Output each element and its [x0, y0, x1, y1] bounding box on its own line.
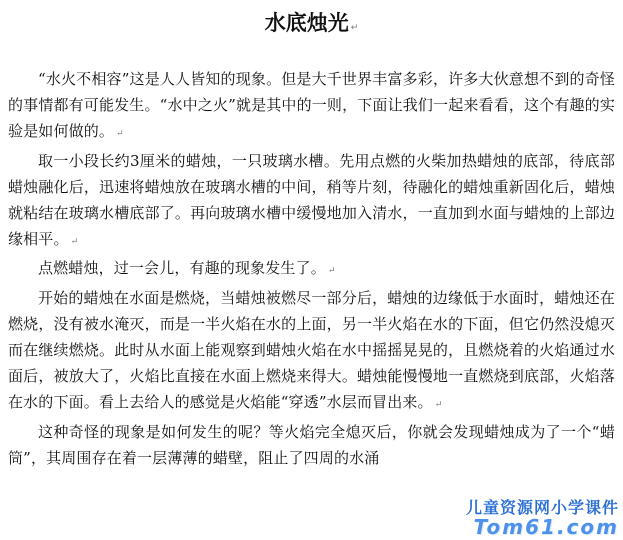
document-body — [8, 66, 615, 471]
site-watermark — [466, 500, 619, 538]
paragraph-mark-icon: ↵ — [350, 23, 359, 33]
paragraph-mark-icon: ↵ — [434, 400, 443, 411]
paragraph-mark-icon: ↵ — [327, 266, 336, 277]
paragraph-5: 这种奇怪的现象是如何发生的呢？等火焰完全熄灭后，你就会发现蜡烛成为了一个“蜡筒”，其周围存在着一层薄薄的蜡壁，阻止了四周的水涌 — [8, 422, 615, 467]
watermark-site-name: 儿童资源网小学课件 — [465, 498, 619, 518]
paragraph-1: “水火不相容”这是人人皆知的现象。但是大千世界丰富多彩，许多大伙意想不到的奇怪的事情都有可能发生。“水中之火”就是其中的一则，下面让我们一起来看看，这个有趣的实验是如何做的。 ↵ — [8, 70, 615, 141]
paragraph-2: 取一小段长约3厘米的蜡烛，一只玻璃水槽。先用点燃的火柴加热蜡烛的底部，待底部蜡烛融化后，迅速将蜡烛放在玻璃水槽的中间，稍等片刻，待融化的蜡烛重新固化后，蜡烛就粘结在玻璃水槽底部了。再向玻璃水槽中缓慢地加入清水，一直加到水面与蜡烛的上部边缘相平。 ↵ — [8, 151, 615, 249]
paragraph-4: 开始的蜡烛在水面是燃烧，当蜡烛被燃尽一部分后，蜡烛的边缘低于水面时，蜡烛还在燃烧，没有被水淹灭，而是一半火焰在水的上面，另一半火焰在水的下面，但它仍然没熄灭而在继续燃烧。此时从水面上能观察到蜡烛火焰在水中摇摇晃晃的，且燃烧着的火焰通过水面后，被放大了，火焰比直接在水面上燃烧来得大。蜡烛能慢慢地一直燃烧到底部，火焰落在水的下面。看上去给人的感觉是火焰能“穿透”水层而冒出来。 ↵ — [8, 288, 615, 412]
paragraph-mark-icon: ↵ — [70, 237, 79, 248]
paragraph-mark-icon: ↵ — [116, 129, 124, 140]
document-title: 水底烛光 — [264, 11, 349, 35]
watermark-domain: Tom61.com — [473, 515, 619, 539]
paragraph-3: 点燃蜡烛，过一会儿，有趣的现象发生了。 ↵ — [38, 259, 336, 278]
document-title-block — [0, 8, 623, 43]
